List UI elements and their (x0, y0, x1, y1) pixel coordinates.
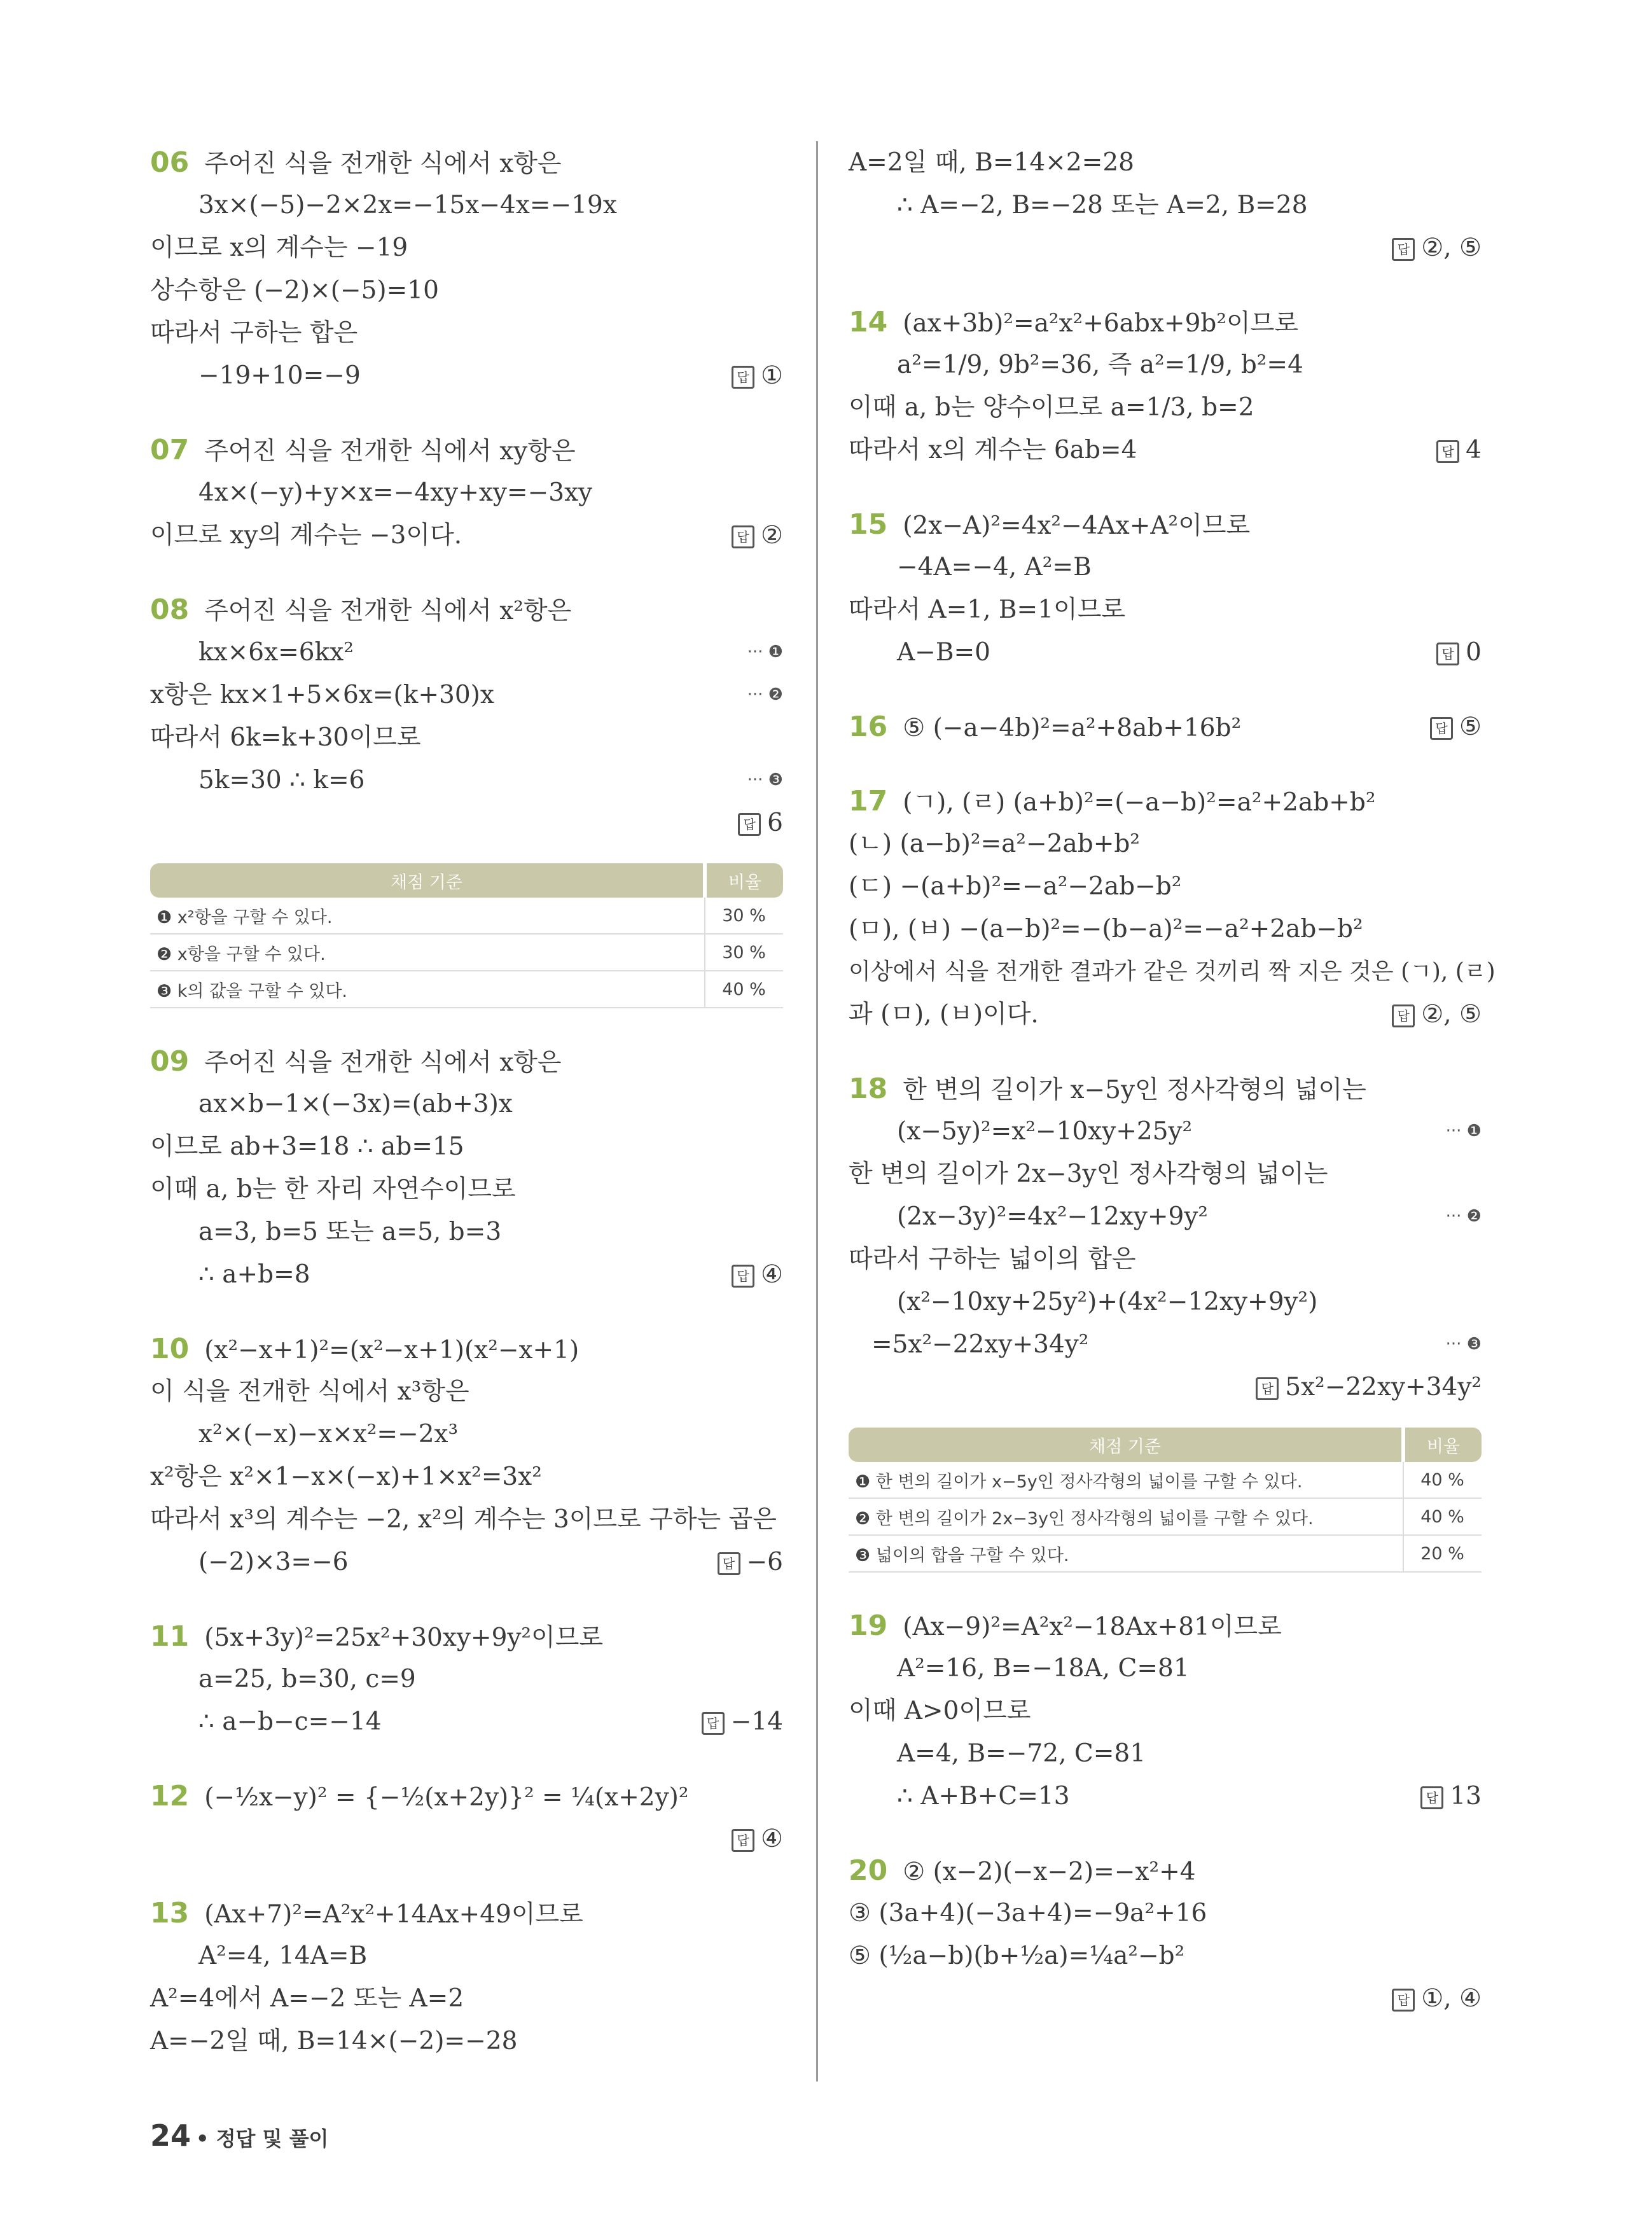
solution-line: (2x−A)²=4x²−4Ax+A²이므로 (903, 511, 1251, 540)
scoring-rubric (849, 1428, 1482, 1573)
solution-line: A²=4에서 A=−2 또는 A=2 (150, 1984, 464, 2013)
solution-line: 이때 a, b는 한 자리 자연수이므로 (150, 1175, 516, 1204)
solution-line: (Ax+7)²=A²x²+14Ax+49이므로 (204, 1900, 583, 1929)
solution-line: ∴ a+b=8 (198, 1260, 310, 1289)
rubric-ratio: 30 % (705, 898, 783, 934)
problem-20 (849, 1849, 1482, 2020)
answer-value: 4 (1466, 436, 1482, 464)
solution-line: 이므로 ab+3=18 ∴ ab=15 (150, 1132, 464, 1161)
solution-line: 주어진 식을 전개한 식에서 x²항은 (204, 597, 572, 625)
answer-value: ⑤ (1459, 712, 1482, 741)
step-marker: ··· ❸ (747, 770, 783, 789)
solution-line: (ㄷ) −(a+b)²=−a²−2ab−b² (849, 872, 1182, 901)
solution-line: ∴ a−b−c=−14 (198, 1707, 382, 1736)
answer-value: ②, ⑤ (1421, 233, 1482, 262)
answer-icon: 답 (1392, 238, 1415, 261)
problem-number: 13 (150, 1897, 190, 1929)
rubric-ratio: 20 % (1403, 1535, 1482, 1572)
problem-17 (849, 780, 1496, 1036)
right-column (849, 141, 1496, 2020)
answer-icon: 답 (1436, 440, 1459, 463)
answer-value: ① (761, 361, 783, 390)
solution-line: 주어진 식을 전개한 식에서 x항은 (204, 149, 562, 178)
solution-line: −4A=−4, A²=B (897, 553, 1092, 581)
solution-line: 한 변의 길이가 x−5y인 정사각형의 넓이는 (903, 1076, 1366, 1104)
problem-09 (150, 1040, 783, 1296)
rubric-row (849, 1462, 1482, 1498)
problem-number: 16 (849, 711, 888, 743)
problem-number: 11 (150, 1620, 190, 1653)
step-marker: ··· ❸ (1445, 1335, 1482, 1354)
solution-line: 따라서 6k=k+30이므로 (150, 723, 421, 752)
answer-icon: 답 (1436, 643, 1459, 665)
solution-line: 따라서 A=1, B=1이므로 (849, 595, 1126, 624)
rubric-row (150, 898, 783, 934)
solution-line: ② (x−2)(−x−2)=−x²+4 (903, 1858, 1196, 1886)
problem-number: 18 (849, 1073, 888, 1105)
problem-13 (150, 1892, 783, 2062)
rubric-criterion: ❷ 한 변의 길이가 2x−3y인 정사각형의 넓이를 구할 수 있다. (849, 1498, 1403, 1535)
problem-18 (849, 1067, 1482, 1408)
solution-line: 3x×(−5)−2×2x=−15x−4x=−19x (198, 191, 617, 219)
solution-line: (−½x−y)² = {−½(x+2y)}² = ¼(x+2y)² (204, 1783, 689, 1812)
solution-line: A=−2일 때, B=14×(−2)=−28 (150, 2027, 518, 2055)
solution-line: A²=4, 14A=B (198, 1942, 368, 1970)
answer (1430, 705, 1482, 748)
solution-line: ∴ A+B+C=13 (897, 1782, 1070, 1811)
solution-line: x²항은 x²×1−x×(−x)+1×x²=3x² (150, 1463, 542, 1491)
problem-08 (150, 588, 783, 844)
solution-line: 상수항은 (−2)×(−5)=10 (150, 276, 439, 305)
solution-line: 과 (ㅁ), (ㅂ)이다. (849, 1000, 1039, 1029)
answer (732, 354, 783, 397)
answer-icon: 답 (1430, 717, 1453, 740)
solution-line: a²=1/9, 9b²=36, 즉 a²=1/9, b²=4 (897, 351, 1303, 379)
solution-line: 이때 a, b는 양수이므로 a=1/3, b=2 (849, 393, 1254, 422)
solution-line: A−B=0 (897, 638, 990, 667)
answer (732, 1253, 783, 1296)
problem-number: 07 (150, 434, 190, 466)
solution-line: (ㄴ) (a−b)²=a²−2ab+b² (849, 830, 1141, 858)
solution-line: kx×6x=6kx² (198, 638, 354, 667)
answer-value: ①, ④ (1421, 1984, 1482, 2013)
page-footer (150, 2118, 328, 2153)
rubric-row (150, 934, 783, 971)
rubric-row (150, 971, 783, 1008)
solution-line: 한 변의 길이가 2x−3y인 정사각형의 넓이는 (849, 1160, 1328, 1188)
solution-line: 이 식을 전개한 식에서 x³항은 (150, 1377, 469, 1406)
answer-value: 0 (1466, 638, 1482, 667)
rubric-row (849, 1535, 1482, 1572)
page-number: 24 (150, 2118, 191, 2153)
rubric-criterion: ❸ 넓이의 합을 구할 수 있다. (849, 1535, 1403, 1572)
solution-line: ax×b−1×(−3x)=(ab+3)x (198, 1090, 513, 1118)
answer-icon: 답 (732, 1829, 754, 1852)
solution-line: 5k=30 ∴ k=6 (198, 766, 365, 795)
solution-line: (Ax−9)²=A²x²−18Ax+81이므로 (903, 1613, 1282, 1641)
solution-line: a=3, b=5 또는 a=5, b=3 (198, 1218, 502, 1246)
rubric-criterion: ❸ k의 값을 구할 수 있다. (150, 971, 705, 1008)
answer-icon: 답 (738, 813, 761, 836)
answer-icon: 답 (718, 1552, 740, 1575)
footer-label: • 정답 및 풀이 (196, 2127, 329, 2151)
solution-line: 주어진 식을 전개한 식에서 x항은 (204, 1048, 562, 1077)
rubric-header: 채점 기준 (150, 863, 705, 898)
solution-line: (ㅁ), (ㅂ) −(a−b)²=−(b−a)²=−a²+2ab−b² (849, 915, 1363, 943)
problem-number: 12 (150, 1780, 190, 1812)
solution-line: (2x−3y)²=4x²−12xy+9y² (897, 1202, 1209, 1231)
solution-line: (x−5y)²=x²−10xy+25y² (897, 1117, 1193, 1146)
rubric-header: 비율 (705, 863, 783, 898)
problem-10 (150, 1328, 783, 1583)
solution-line: (5x+3y)²=25x²+30xy+9y²이므로 (204, 1623, 604, 1652)
problem-12 (150, 1775, 783, 1860)
step-marker: ··· ❷ (1445, 1207, 1482, 1226)
answer (732, 1817, 783, 1860)
step-marker: ··· ❶ (1445, 1122, 1482, 1141)
rubric-criterion: ❶ x²항을 구할 수 있다. (150, 898, 705, 934)
answer-value: ④ (761, 1260, 783, 1289)
solution-line: ③ (3a+4)(−3a+4)=−9a²+16 (849, 1899, 1207, 1928)
answer (738, 802, 783, 844)
rubric-header: 채점 기준 (849, 1428, 1403, 1462)
rubric-criterion: ❷ x항을 구할 수 있다. (150, 934, 705, 971)
problem-06 (150, 141, 783, 397)
solution-line: (ㄱ), (ㄹ) (a+b)²=(−a−b)²=a²+2ab+b² (903, 788, 1376, 817)
solution-line: 따라서 x³의 계수는 −2, x²의 계수는 3이므로 구하는 곱은 (150, 1505, 777, 1534)
solution-line: ∴ A=−2, B=−28 또는 A=2, B=28 (897, 191, 1308, 219)
rubric-ratio: 30 % (705, 934, 783, 971)
solution-line: a=25, b=30, c=9 (198, 1665, 416, 1693)
answer-icon: 답 (1392, 1989, 1415, 2012)
solution-line: x²×(−x)−x×x²=−2x³ (198, 1420, 459, 1449)
answer (1436, 631, 1482, 674)
solution-line: −19+10=−9 (198, 361, 361, 390)
problem-number: 19 (849, 1609, 888, 1642)
answer-icon: 답 (1392, 1004, 1415, 1027)
solution-line: 이때 A>0이므로 (849, 1697, 1031, 1725)
solution-line: ⑤ (½a−b)(b+½a)=¼a²−b² (849, 1942, 1185, 1970)
solution-line: 따라서 구하는 넓이의 합은 (849, 1245, 1136, 1274)
problem-14 (849, 301, 1482, 471)
rubric-ratio: 40 % (1403, 1498, 1482, 1535)
solution-line: A=4, B=−72, C=81 (897, 1739, 1146, 1768)
solution-line: 따라서 구하는 합은 (150, 319, 358, 347)
problem-number: 15 (849, 508, 888, 541)
answer-value: ④ (761, 1824, 783, 1853)
answer (702, 1700, 783, 1743)
problem-16 (849, 705, 1482, 748)
solution-line: x항은 kx×1+5×6x=(k+30)x (150, 681, 494, 709)
answer (1392, 993, 1482, 1036)
answer-value: 6 (767, 809, 783, 837)
solution-line: (x²−x+1)²=(x²−x+1)(x²−x+1) (204, 1336, 580, 1365)
solution-line: 주어진 식을 전개한 식에서 xy항은 (204, 437, 576, 466)
problem-number: 17 (849, 785, 888, 817)
answer-icon: 답 (732, 366, 754, 389)
answer-value: 13 (1450, 1782, 1482, 1811)
solution-line: 이므로 x의 계수는 −19 (150, 233, 408, 262)
solution-line: 따라서 x의 계수는 6ab=4 (849, 436, 1137, 464)
answer-icon: 답 (702, 1712, 725, 1735)
answer (1392, 226, 1482, 269)
problem-number: 14 (849, 306, 888, 338)
rubric-criterion: ❶ 한 변의 길이가 x−5y인 정사각형의 넓이를 구할 수 있다. (849, 1462, 1403, 1498)
solution-line: 이므로 xy의 계수는 −3이다. (150, 521, 462, 550)
problem-15 (849, 503, 1482, 674)
rubric-ratio: 40 % (1403, 1462, 1482, 1498)
problem-19 (849, 1604, 1482, 1817)
answer (1420, 1775, 1482, 1817)
answer-value: −14 (730, 1707, 783, 1736)
column-divider (816, 141, 818, 2082)
solution-line: A=2일 때, B=14×2=28 (849, 148, 1134, 177)
solution-line: 4x×(−y)+y×x=−4xy+xy=−3xy (198, 478, 593, 507)
problem-13-continued (849, 141, 1482, 269)
scoring-rubric (150, 863, 783, 1008)
answer-value: −6 (746, 1548, 783, 1576)
solution-line: =5x²−22xy+34y² (871, 1330, 1089, 1359)
solution-line: (−2)×3=−6 (198, 1548, 349, 1576)
rubric-row (849, 1498, 1482, 1535)
answer-value: ②, ⑤ (1421, 1000, 1482, 1029)
solution-line: (x²−10xy+25y²)+(4x²−12xy+9y²) (897, 1288, 1318, 1316)
left-column (150, 141, 783, 2062)
problem-11 (150, 1615, 783, 1743)
solution-line: ⑤ (−a−4b)²=a²+8ab+16b² (903, 714, 1242, 742)
solution-line: 이상에서 식을 전개한 결과가 같은 것끼리 짝 지은 것은 (ㄱ), (ㄹ) (849, 959, 1496, 985)
answer-icon: 답 (1420, 1786, 1443, 1809)
solution-line: A²=16, B=−18A, C=81 (897, 1654, 1190, 1683)
problem-number: 20 (849, 1854, 888, 1887)
rubric-ratio: 40 % (705, 971, 783, 1008)
step-marker: ··· ❷ (747, 685, 783, 704)
answer-icon: 답 (732, 525, 754, 548)
answer (1392, 1977, 1482, 2020)
solution-line: (ax+3b)²=a²x²+6abx+9b²이므로 (903, 309, 1299, 338)
answer-icon: 답 (732, 1265, 754, 1288)
answer (1436, 429, 1482, 471)
answer (718, 1541, 784, 1583)
answer (1256, 1366, 1482, 1408)
step-marker: ··· ❶ (747, 643, 783, 662)
answer-value: 5x²−22xy+34y² (1285, 1373, 1482, 1401)
problem-number: 09 (150, 1045, 190, 1078)
answer-value: ② (761, 521, 783, 550)
problem-number: 06 (150, 146, 190, 179)
problem-number: 08 (150, 594, 190, 626)
rubric-header: 비율 (1403, 1428, 1482, 1462)
answer-icon: 답 (1256, 1377, 1279, 1400)
answer (732, 514, 783, 557)
problem-number: 10 (150, 1333, 190, 1365)
problem-07 (150, 429, 783, 557)
